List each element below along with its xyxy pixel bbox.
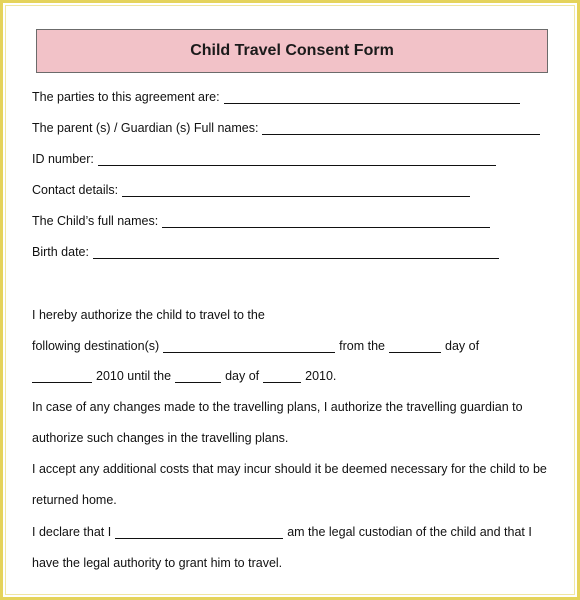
field-label: Birth date: <box>32 245 89 259</box>
changes-line-1 <box>32 396 523 414</box>
body-text: have the legal authority to grant him to travel. <box>32 556 283 570</box>
field-blank[interactable] <box>262 121 540 135</box>
field-parent-guardian-names <box>32 117 544 135</box>
body-text: I accept any additional costs that may incur should it be deemed necessary for the child to be <box>32 462 547 476</box>
declaration-line-2 <box>32 552 282 570</box>
field-blank[interactable] <box>122 183 470 197</box>
body-text: from the <box>339 339 386 353</box>
body-text: In case of any changes made to the travelling plans, I authorize the travelling guardian to <box>32 400 523 414</box>
authorization-line-2 <box>32 335 479 353</box>
field-parties <box>32 86 524 104</box>
field-child-names <box>32 210 494 228</box>
body-text: 2010. <box>305 369 337 383</box>
declaration-line-1 <box>32 521 532 539</box>
authorization-line-1 <box>32 304 265 322</box>
body-text: I hereby authorize the child to travel to the <box>32 308 265 322</box>
body-text: following destination(s) <box>32 339 160 353</box>
body-text: 2010 until the <box>96 369 172 383</box>
form-title: Child Travel Consent Form <box>190 42 394 59</box>
custodian-name-blank[interactable] <box>115 525 283 539</box>
field-contact-details <box>32 179 474 197</box>
field-label: Contact details: <box>32 183 119 197</box>
body-text: returned home. <box>32 493 117 507</box>
until-month-blank[interactable] <box>263 369 301 383</box>
costs-line-1 <box>32 458 547 476</box>
authorization-line-3 <box>32 365 336 383</box>
body-text: I declare that I <box>32 525 112 539</box>
field-blank[interactable] <box>224 90 520 104</box>
field-id-number <box>32 148 500 166</box>
until-day-blank[interactable] <box>175 369 221 383</box>
body-text: day of <box>225 369 260 383</box>
field-birth-date <box>32 241 503 259</box>
from-month-blank[interactable] <box>32 369 92 383</box>
field-label: The parties to this agreement are: <box>32 90 220 104</box>
field-label: ID number: <box>32 152 94 166</box>
field-label: The Child’s full names: <box>32 214 159 228</box>
field-blank[interactable] <box>98 152 496 166</box>
destination-blank[interactable] <box>163 339 335 353</box>
body-text: authorize such changes in the travelling plans. <box>32 431 289 445</box>
field-blank[interactable] <box>162 214 490 228</box>
field-label: The parent (s) / Guardian (s) Full names: <box>32 121 259 135</box>
costs-line-2 <box>32 489 117 507</box>
field-blank[interactable] <box>93 245 499 259</box>
form-title-box <box>36 29 548 73</box>
changes-line-2 <box>32 427 288 445</box>
body-text: day of <box>445 339 480 353</box>
from-day-blank[interactable] <box>389 339 441 353</box>
body-text: am the legal custodian of the child and that I <box>287 525 532 539</box>
